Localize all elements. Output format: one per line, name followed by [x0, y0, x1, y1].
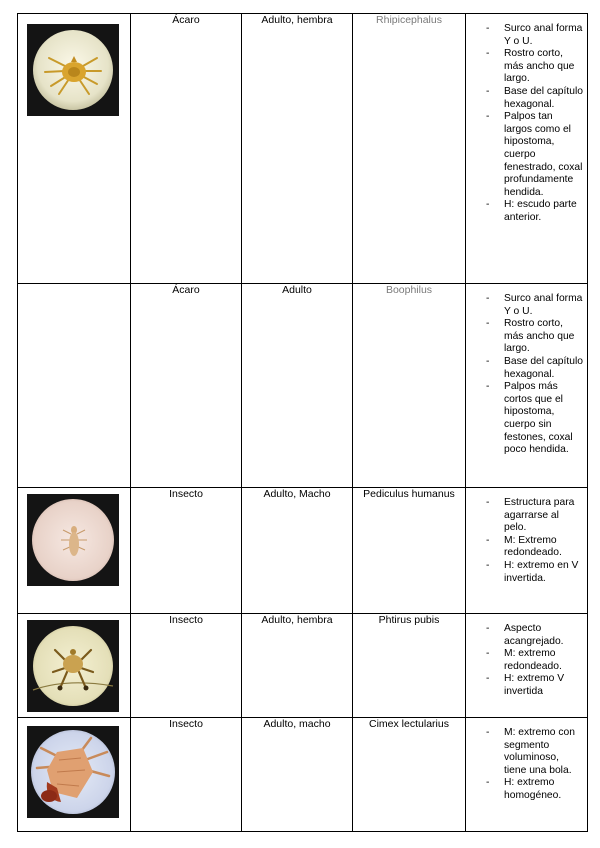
photo-cell [18, 14, 131, 284]
table-row [18, 284, 588, 488]
stage-cell: Adulto, macho [242, 718, 353, 832]
photo-cell [18, 614, 131, 718]
genus-cell: Rhipicephalus [353, 14, 466, 284]
specimen-table [17, 13, 588, 832]
list-item: - M: Extremo redondeado. [466, 535, 583, 560]
class-cell: Insecto [131, 488, 242, 614]
list-item: - Aspecto acangrejado. [466, 623, 583, 648]
genus-cell: Boophilus [353, 284, 466, 488]
list-item: - Palpos más cortos que el hipostoma, cuerpo sin festones, coxal poco hendida. [466, 381, 583, 457]
class-cell: Ácaro [131, 284, 242, 488]
table-row [18, 718, 588, 832]
list-item: - H: escudo parte anterior. [466, 199, 583, 224]
list-item: - Surco anal forma Y o U. [466, 23, 583, 48]
list-item: - M: extremo redondeado. [466, 648, 583, 673]
list-item: - Estructura para agarrarse al pelo. [466, 497, 583, 535]
notes-list [466, 14, 587, 229]
list-item: - Surco anal forma Y o U. [466, 293, 583, 318]
list-item: - Base del capítulo hexagonal. [466, 356, 583, 381]
notes-cell [466, 718, 588, 832]
notes-list [466, 488, 587, 589]
class-cell: Insecto [131, 614, 242, 718]
table-row [18, 614, 588, 718]
list-item: - Base del capítulo hexagonal. [466, 86, 583, 111]
photo-cell [18, 488, 131, 614]
stage-cell: Adulto, hembra [242, 614, 353, 718]
list-item: - H: extremo homogéneo. [466, 777, 583, 802]
notes-cell [466, 488, 588, 614]
notes-list [466, 284, 587, 461]
genus-cell: Phtirus pubis [353, 614, 466, 718]
notes-cell [466, 614, 588, 718]
genus-cell: Cimex lectularius [353, 718, 466, 832]
table-row [18, 488, 588, 614]
table-row [18, 14, 588, 284]
crab-louse-micrograph [27, 620, 119, 712]
bedbug-micrograph [27, 726, 119, 818]
stage-cell: Adulto, Macho [242, 488, 353, 614]
photo-cell [18, 718, 131, 832]
list-item: - Palpos tan largos como el hipostoma, cuerpo fenestrado, coxal profundamente hendida. [466, 111, 583, 199]
class-cell: Ácaro [131, 14, 242, 284]
list-item: - Rostro corto, más ancho que largo. [466, 48, 583, 86]
notes-list [466, 718, 587, 807]
class-cell: Insecto [131, 718, 242, 832]
stage-cell: Adulto [242, 284, 353, 488]
notes-cell [466, 14, 588, 284]
tick-micrograph [27, 24, 119, 116]
list-item: - Rostro corto, más ancho que largo. [466, 318, 583, 356]
stage-cell: Adulto, hembra [242, 14, 353, 284]
notes-cell [466, 284, 588, 488]
list-item: - M: extremo con segmento voluminoso, tiene una bola. [466, 727, 583, 777]
notes-list [466, 614, 587, 703]
louse-micrograph [27, 494, 119, 586]
list-item: - H: extremo V invertida [466, 673, 583, 698]
genus-cell: Pediculus humanus [353, 488, 466, 614]
list-item: - H: extremo en V invertida. [466, 560, 583, 585]
photo-cell [18, 284, 131, 488]
